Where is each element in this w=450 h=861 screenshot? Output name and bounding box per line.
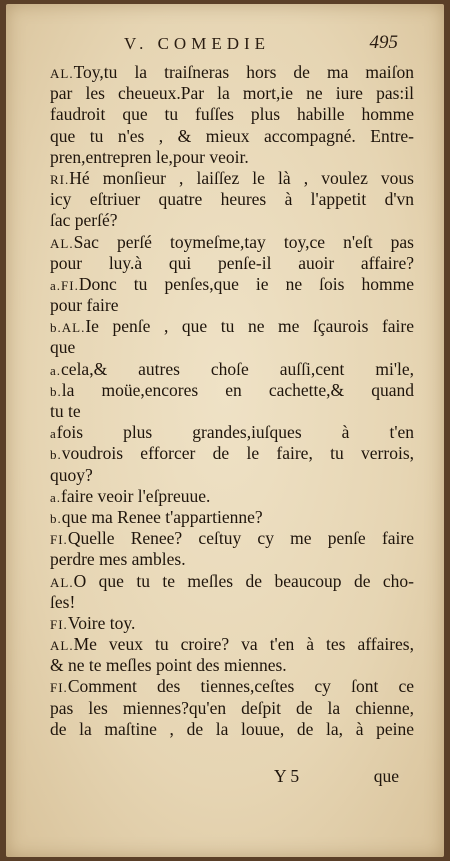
page-number: 495 — [369, 32, 398, 53]
speaker-label: FI. — [50, 680, 68, 696]
text-line — [50, 676, 414, 697]
speaker-label: AL. — [50, 574, 74, 590]
line-text: voudrois efforcer de le faire, tu verrois, — [61, 443, 414, 464]
text-line — [50, 83, 414, 104]
line-text: pren,entrepren le,pour veoir. — [50, 146, 249, 167]
line-text: la moüe,encores en cachette,& quand — [61, 379, 414, 400]
speaker-label: a.FI. — [50, 277, 79, 293]
text-line — [50, 719, 414, 740]
line-text: pour faire — [50, 295, 119, 316]
text-line — [50, 126, 414, 147]
line-text: icy eſtriuer quatre heures à l'appetit d'vn — [50, 189, 414, 210]
line-text: cela,& autres choſe auſſi,cent mi'le, — [61, 358, 414, 379]
text-line — [50, 104, 414, 125]
text-line — [50, 189, 414, 210]
text-line — [50, 337, 414, 358]
text-line — [50, 698, 414, 719]
speaker-label: b. — [50, 510, 62, 526]
line-text: Hé monſieur , laiſſez le là , voulez vous — [69, 167, 414, 188]
speaker-label: b. — [50, 383, 62, 399]
page-header — [6, 34, 444, 58]
line-text: que — [50, 337, 76, 358]
text-line — [50, 168, 414, 189]
speaker-label: a — [50, 426, 57, 442]
text-line — [50, 295, 414, 316]
line-text: ſac perſé? — [50, 210, 118, 231]
text-line — [50, 359, 414, 380]
text-line — [50, 507, 414, 528]
line-text: fois plus grandes,iuſques à t'en — [56, 422, 414, 443]
catchword: que — [373, 766, 399, 786]
line-text: Me veux tu croire? va t'en à tes affaires, — [73, 634, 414, 655]
text-line — [50, 62, 414, 83]
text-line — [50, 210, 414, 231]
dialogue-text — [50, 62, 414, 740]
line-text: faudroit que tu fuſſes plus habille homme — [50, 104, 414, 125]
line-text: faire veoir l'eſpreuue. — [61, 485, 211, 506]
line-text: Comment des tiennes,ceſtes cy ſont ce — [67, 676, 414, 697]
speaker-label: RI. — [50, 171, 70, 187]
line-text: de la maſtine , de la louue, de la, à peine — [50, 718, 414, 739]
speaker-label: a. — [50, 489, 62, 505]
text-line — [50, 401, 414, 422]
line-text: que ma Renee t'appartienne? — [61, 506, 263, 527]
line-text: & ne te meſles point des miennes. — [50, 655, 287, 676]
line-text: Donc tu penſes,que ie ne ſois homme — [78, 273, 414, 294]
line-text: par les cheueux.Par la mort,ie ne iure pas:il — [50, 83, 414, 104]
speaker-label: AL. — [50, 66, 74, 81]
running-title: V. COMEDIE — [124, 34, 271, 53]
text-line — [50, 274, 414, 295]
page-footer — [6, 766, 444, 788]
text-line — [50, 571, 414, 592]
line-text: Toy,tu la traiſneras hors de ma maiſon — [73, 62, 414, 82]
text-line — [50, 592, 414, 613]
speaker-label: FI. — [50, 616, 68, 632]
text-line — [50, 655, 414, 676]
text-line — [50, 380, 414, 401]
line-text: pas les miennes?qu'en deſpit de la chienne, — [50, 697, 414, 718]
speaker-label: AL. — [50, 638, 74, 654]
text-line — [50, 422, 414, 443]
text-line — [50, 549, 414, 570]
speaker-label: b. — [50, 447, 62, 463]
text-line — [50, 465, 414, 486]
speaker-label: AL. — [50, 235, 74, 251]
text-line — [50, 634, 414, 655]
line-text: que tu n'es , & mieux accompagné. Entre- — [50, 125, 414, 146]
line-text: O que tu te meſles de beaucoup de cho- — [73, 570, 414, 591]
line-text: Voire toy. — [67, 612, 136, 633]
line-text: Quelle Renee? ceſtuy cy me penſe faire — [67, 528, 414, 549]
line-text: Ie penſe , que tu ne me ſçaurois faire — [85, 316, 414, 337]
line-text: quoy? — [50, 464, 93, 485]
text-line — [50, 232, 414, 253]
signature-mark: Y 5 — [274, 766, 300, 786]
line-text: pour luy.à qui penſe-il auoir affaire? — [50, 252, 414, 273]
speaker-label: FI. — [50, 532, 68, 548]
text-line — [50, 486, 414, 507]
text-line — [50, 443, 414, 464]
line-text: ſes! — [50, 591, 76, 612]
text-line — [50, 528, 414, 549]
text-line — [50, 147, 414, 168]
line-text: perdre mes ambles. — [50, 549, 186, 570]
speaker-label: a. — [50, 362, 62, 378]
text-line — [50, 613, 414, 634]
text-line — [50, 316, 414, 337]
line-text: tu te — [50, 401, 81, 421]
book-page — [6, 4, 444, 857]
speaker-label: b.AL. — [50, 320, 86, 336]
line-text: Sac perſé toymeſme,tay toy,ce n'eſt pas — [73, 231, 414, 252]
text-line — [50, 253, 414, 274]
